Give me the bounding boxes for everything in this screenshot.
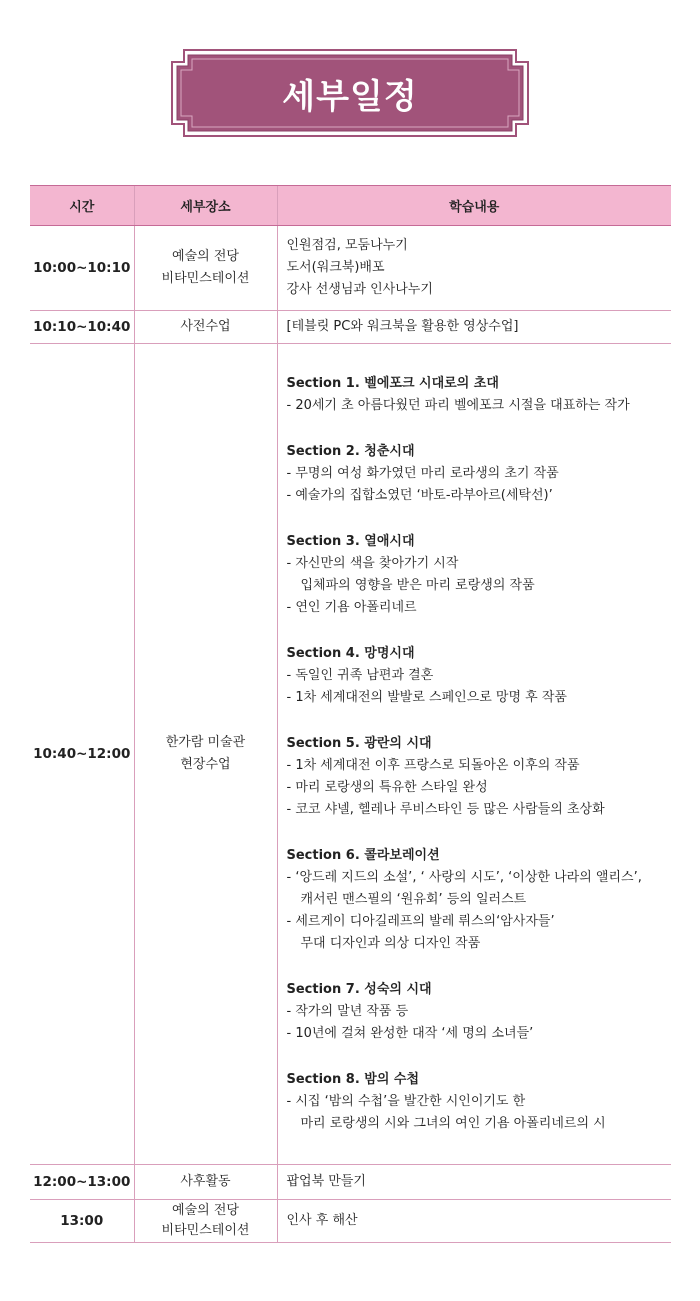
section-title: Section 5. 광란의 시대 [286,736,432,751]
section-item: - 마리 로랑생의 특유한 스타일 완성 [286,780,488,795]
table-header-row [30,186,671,226]
table-row [30,1165,671,1200]
place-cell [134,226,277,311]
content-line: 팝업북 만들기 [286,1174,366,1189]
table-row [30,226,671,311]
section-item: - 독일인 귀족 남편과 결혼 [286,668,434,683]
place-line: 비타민스테이션 [161,1223,250,1238]
time-cell: 10:10~10:40 [30,311,134,344]
section-item: - 10년에 걸쳐 완성한 대작 ‘세 명의 소녀들’ [286,1026,534,1041]
section-item: 마리 로랑생의 시와 그녀의 여인 기욤 아폴리네르의 시 [300,1116,606,1131]
table-row [30,344,671,1165]
content-line: [테블릿 PC와 워크북을 활용한 영상수업] [286,319,519,334]
section-title: Section 8. 밤의 수첩 [286,1072,420,1087]
time-cell: 10:00~10:10 [30,226,134,311]
section-title: Section 6. 콜라보레이션 [286,848,440,863]
place-cell: 사전수업 [134,311,277,344]
section-title: Section 4. 망명시대 [286,646,415,661]
section-item: - 시집 ‘밤의 수첩’을 발간한 시인이기도 한 [286,1094,526,1109]
page-title: 세부일정 [282,76,418,117]
section-title: Section 3. 열애시대 [286,534,415,549]
content-line: 인사 후 해산 [286,1213,358,1228]
section-title: Section 1. 벨에포크 시대로의 초대 [286,376,499,391]
schedule-table [30,185,671,1243]
place-line: 예술의 전당 [172,249,239,264]
section-item: - 자신만의 색을 찾아가기 시작 [286,556,459,571]
content-line: 강사 선생님과 인사나누기 [286,282,433,297]
section-item: - 코코 샤넬, 헬레나 루비스타인 등 많은 사람들의 초상화 [286,802,605,817]
content-cell [277,1200,671,1243]
section-item: - 20세기 초 아름다웠던 파리 벨에포크 시절을 대표하는 작가 [286,398,630,413]
section-item: 무대 디자인과 의상 디자인 작품 [300,936,481,951]
section-item: 캐서린 맨스필의 ‘원유회’ 등의 일러스트 [300,892,527,907]
content-line: 도서(워크북)배포 [286,260,385,275]
place-cell [134,1200,277,1243]
header-content: 학습내용 [277,186,671,226]
table-row [30,1200,671,1243]
content-cell [277,344,671,1165]
section-item: - 1차 세계대전의 발발로 스페인으로 망명 후 작품 [286,690,567,705]
section-title: Section 2. 청춘시대 [286,444,415,459]
table-row [30,311,671,344]
time-cell: 12:00~13:00 [30,1165,134,1200]
section-item: 입체파의 영향을 받은 마리 로랑생의 작품 [300,578,535,593]
place-line: 예술의 전당 [172,1203,239,1218]
time-cell: 13:00 [30,1200,134,1243]
section-item: - 예술가의 집합소였던 ‘바토-라부아르(세탁선)’ [286,488,553,503]
section-title: Section 7. 성숙의 시대 [286,982,432,997]
content-line: 인원점검, 모둠나누기 [286,238,408,253]
header-place: 세부장소 [134,186,277,226]
section-item: - 1차 세계대전 이후 프랑스로 되돌아온 이후의 작품 [286,758,580,773]
section-item: - ‘앙드레 지드의 소설’, ‘ 사랑의 시도’, ‘이상한 나라의 앨리스’, [286,870,642,885]
place-line: 비타민스테이션 [161,271,250,286]
section-item: - 세르게이 디아길레프의 발레 뤼스의‘암사자들’ [286,914,555,929]
time-cell: 10:40~12:00 [30,344,134,1165]
section-item: - 연인 기욤 아폴리네르 [286,600,417,615]
section-item: - 작가의 말년 작품 등 [286,1004,409,1019]
title-banner [170,48,530,138]
content-cell [277,226,671,311]
content-cell [277,311,671,344]
place-line: 현장수업 [180,757,231,772]
section-item: - 무명의 여성 화가였던 마리 로라생의 초기 작품 [286,466,559,481]
place-cell [134,344,277,1165]
header-time: 시간 [30,186,134,226]
place-line: 한가람 미술관 [165,735,246,750]
place-cell: 사후활동 [134,1165,277,1200]
content-cell [277,1165,671,1200]
